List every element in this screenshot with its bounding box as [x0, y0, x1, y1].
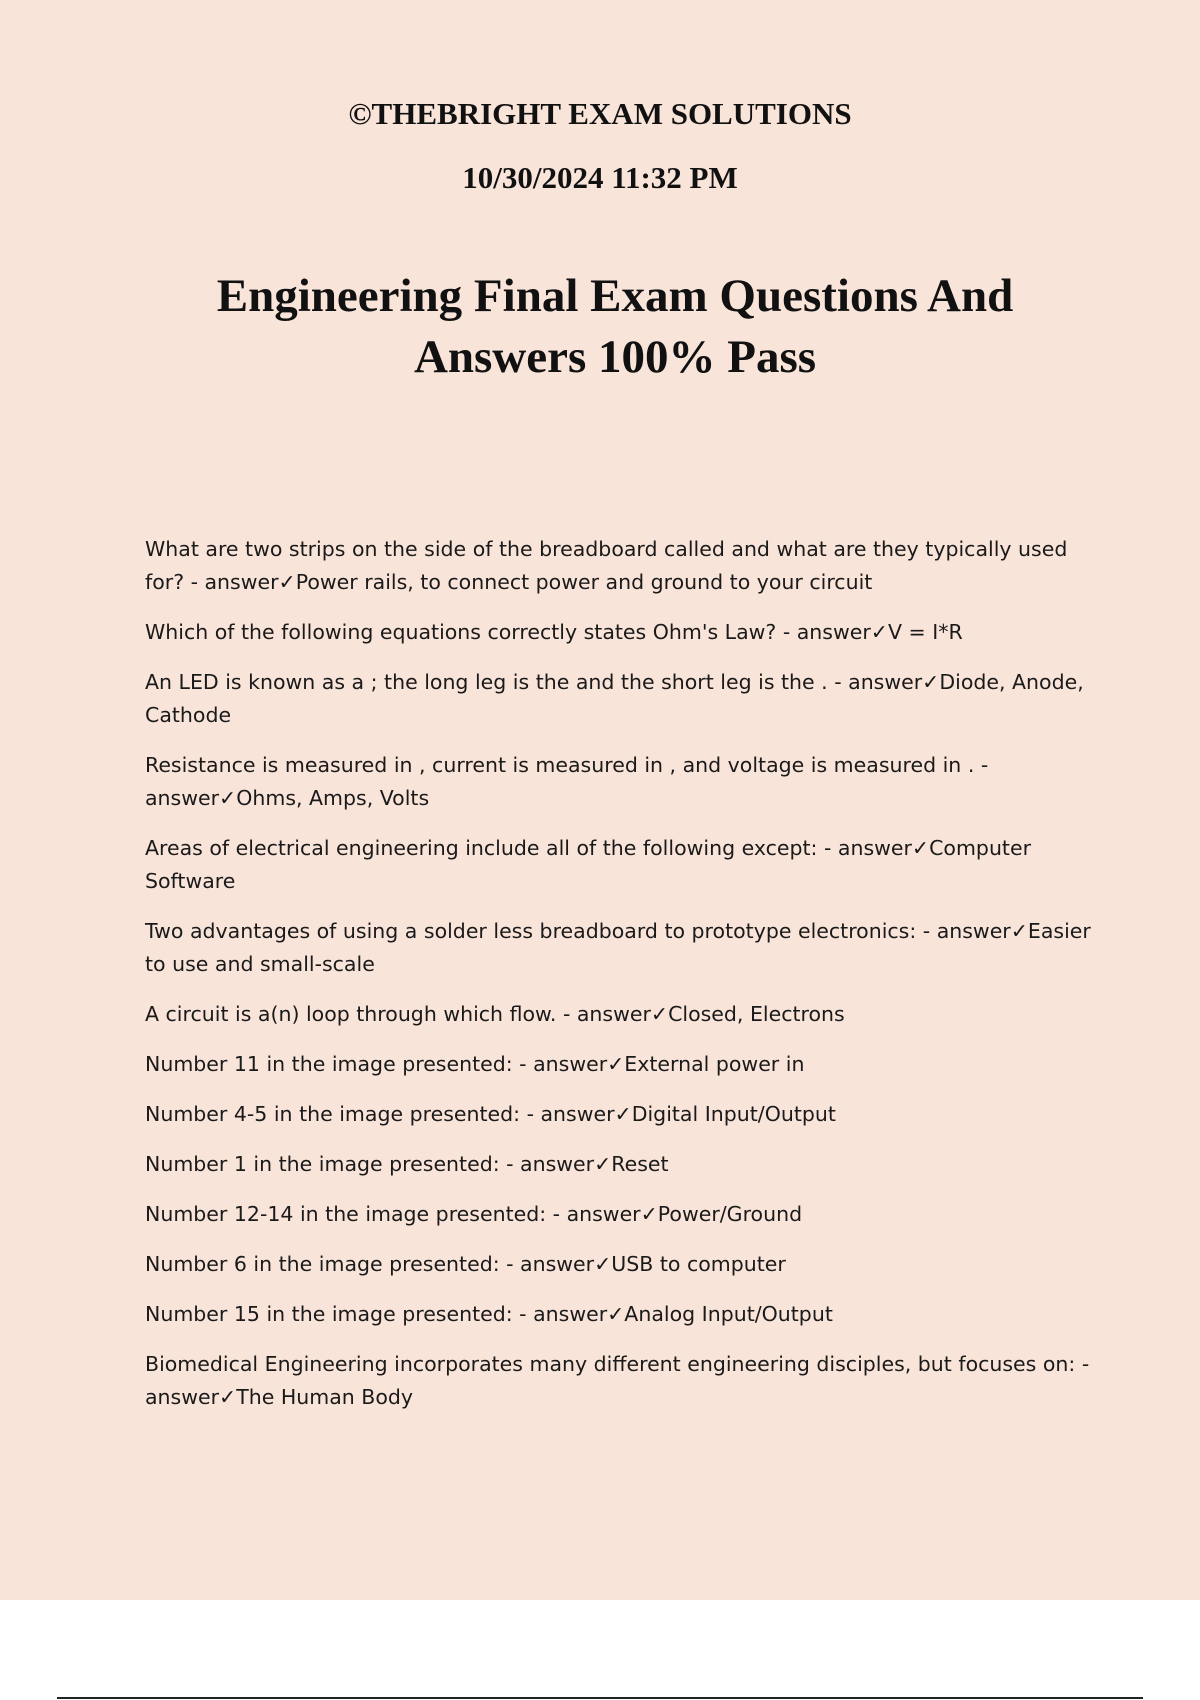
qa-item: Number 11 in the image presented: - answer✓External power in: [145, 1052, 805, 1076]
qa-item: Areas of electrical engineering include all of the following except: - answer✓Computer Software: [145, 836, 1032, 893]
qa-list: [145, 533, 1100, 1431]
qa-item: Number 1 in the image presented: - answer✓Reset: [145, 1152, 669, 1176]
qa-item: Number 6 in the image presented: - answer✓USB to computer: [145, 1252, 786, 1276]
qa-item: Two advantages of using a solder less breadboard to prototype electronics: - answer✓Easier to use and small-scale: [145, 919, 1091, 976]
qa-item: Biomedical Engineering incorporates many different engineering disciples, but focuses on: - answer✓The Human Body: [145, 1352, 1090, 1409]
copyright-line: ©THEBRIGHT EXAM SOLUTIONS: [348, 96, 852, 131]
qa-item: Number 4-5 in the image presented: - answer✓Digital Input/Output: [145, 1102, 836, 1126]
qa-item: Number 15 in the image presented: - answer✓Analog Input/Output: [145, 1302, 833, 1326]
document-title: Engineering Final Exam Questions And Answers 100% Pass: [216, 270, 1014, 383]
footer-divider: [57, 1697, 1143, 1699]
qa-item: Which of the following equations correctly states Ohm's Law? - answer✓V = I*R: [145, 620, 963, 644]
qa-item: Number 12-14 in the image presented: - answer✓Power/Ground: [145, 1202, 803, 1226]
qa-item: What are two strips on the side of the breadboard called and what are they typically used for? - answer✓Power rails, to connect power and ground to your circuit: [145, 537, 1068, 594]
qa-item: An LED is known as a ; the long leg is the and the short leg is the . - answer✓Diode, Anode, Cathode: [145, 670, 1084, 727]
document-datetime: 10/30/2024 11:32 PM: [462, 160, 738, 195]
qa-item: A circuit is a(n) loop through which flow. - answer✓Closed, Electrons: [145, 1002, 845, 1026]
qa-item: Resistance is measured in , current is measured in , and voltage is measured in . - answer✓Ohms, Amps, Volts: [145, 753, 989, 810]
